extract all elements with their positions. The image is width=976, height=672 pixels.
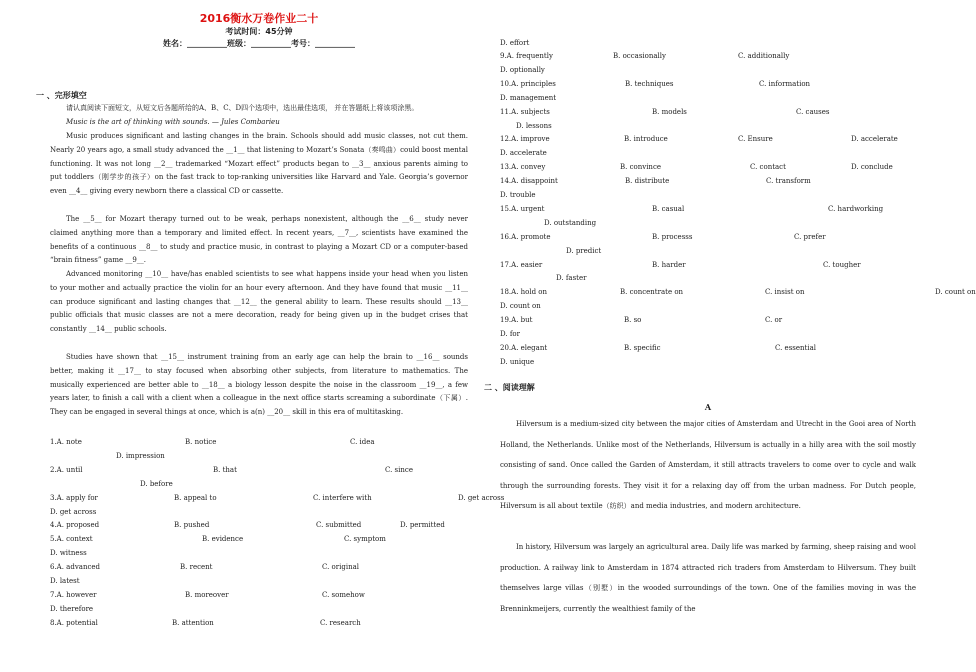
option-choice: B. distribute	[625, 177, 670, 186]
option-choice: C. prefer	[794, 232, 826, 241]
option-row	[500, 314, 918, 327]
option-choice: D. latest	[50, 577, 80, 585]
option-row	[500, 231, 918, 244]
option-choice: D. faster	[556, 274, 587, 283]
cloze-paragraph-4: Studies have shown that __15__ instrument training from an early age can help the brain to __16__ sounds better, making it __17__ to stay focused when absorbing other subjects, from literature to mathematics. The musically experienced are better able to __18__ a biology lesson despite the noise in the classroom __19__, a few years later, to finish a call with a client when a colleague in the next office starts screaming a subordinate（下属）. They can be engaged in several things at once, which is a(n) __20__ skill in this era of multitasking.	[50, 353, 468, 417]
option-row	[500, 175, 918, 188]
option-choice: 16.A. promote	[500, 232, 551, 241]
option-choice: C. transform	[766, 177, 811, 186]
option-choice: C. interfere with	[313, 493, 372, 502]
student-info-fields: 姓名：__________班级：__________考号：__________	[163, 39, 355, 48]
exam-time: 考试时间：45分钟	[225, 27, 293, 36]
option-choice: B. attention	[172, 618, 214, 627]
option-choice: C. hardworking	[828, 204, 884, 213]
option-row	[500, 203, 918, 216]
option-choice: D. witness	[50, 549, 87, 558]
option-row-wrap	[500, 272, 918, 285]
option-row-wrap	[50, 603, 468, 616]
option-row-8-continued: D. effort	[500, 39, 530, 47]
option-row-wrap	[50, 450, 468, 463]
option-row	[500, 286, 976, 299]
option-row-wrap	[500, 92, 918, 105]
option-row-wrap	[50, 547, 468, 560]
option-choice: 11.A. subjects	[500, 107, 550, 116]
passage-label: A	[704, 402, 712, 412]
option-choice: C. original	[322, 563, 359, 572]
cloze-paragraph-1: Music produces significant and lasting changes in the brain. Schools should add music classes, not cut them. Nearly 20 years ago, a small study advanced the __1__ that listening to Mozart’s Sonata（奏鸣曲）could boost mental functioning. It was not long __2__ trademarked “Mozart effect” products began to __3__ anxious parents aiming to put toddlers（刚学步的孩子）on the fast track to top-ranking universities like Harvard and Yale. Georgia’s governor even __4__ giving every newborn there a classical CD or cassette.	[50, 132, 468, 196]
option-choice: D. for	[500, 330, 520, 338]
option-row-wrap	[500, 217, 918, 230]
option-choice: D. trouble	[500, 191, 536, 199]
section-cloze-heading: 一 、完形填空	[36, 91, 87, 100]
cloze-instruction: 请认真阅读下面短文，从短文后各题所给的A、B、C、D四个选项中，选出最佳选项， 并在答题纸上将该项涂黑。	[66, 104, 419, 112]
option-row-wrap	[500, 328, 918, 341]
option-row	[50, 533, 468, 546]
cloze-epigraph: Music is the art of thinking with sounds. — Jules Combarieu	[66, 118, 280, 126]
option-choice: 2.A. until	[50, 465, 83, 474]
option-choice: C. tougher	[823, 260, 861, 269]
option-row	[500, 259, 918, 272]
option-choice: B. moreover	[185, 590, 229, 599]
option-choice: 18.A. hold on	[500, 288, 548, 297]
option-choice: B. recent	[180, 563, 213, 572]
option-choice: B. techniques	[625, 79, 674, 88]
option-choice: 5.A. context	[50, 535, 93, 544]
option-choice: C. or	[765, 316, 783, 325]
option-choice: 12.A. improve	[500, 135, 550, 144]
option-choice: B. appeal to	[174, 493, 217, 502]
reading-paragraph-1: Hilversum is a medium-sized city between the major cities of Amsterdam and Utrecht in the Gooi area of North Holland, the Netherlands. Unlike most of the Netherlands, Hilversum is actually in a hilly area with the soil mostly consisting of sand. Once called the Garden of Amsterdam, it still attracts travelers to come over to cycle and walk through the surrounding forests. They visit it for a relaxing day off from the urban madness. For Dutch people, Hilversum is all about textile（纺织）and media industries, and modern architecture.	[500, 420, 916, 511]
option-choice: 8.A. potential	[50, 618, 98, 627]
option-choice: D. impression	[116, 451, 165, 460]
option-choice: D. lessons	[516, 121, 552, 130]
option-row-wrap	[500, 120, 918, 133]
option-choice: D. before	[140, 479, 173, 488]
option-choice: D. predict	[566, 246, 602, 255]
option-choice: B. notice	[185, 438, 217, 446]
option-choice: B. evidence	[202, 535, 244, 544]
cloze-paragraph-2: The __5__ for Mozart therapy turned out to be weak, perhaps nonexistent, although the __6__ study never claimed anything more than a temporary and limited effect. In recent years, __7__, scientists have examined the benefits of a continuous __8__ to study and practice music, in contrast to playing a Mozart CD or a computer-based “brain fitness” game __9__.	[50, 215, 468, 265]
option-row	[50, 617, 468, 630]
option-choice: 13.A. convey	[500, 163, 546, 172]
option-row-wrap	[50, 575, 468, 588]
option-choice: B. concentrate on	[620, 288, 684, 297]
option-choice: D. get across	[50, 507, 97, 516]
option-choice: C. research	[320, 618, 361, 627]
option-choice: 17.A. easier	[500, 260, 543, 269]
option-row	[50, 589, 468, 602]
option-choice: B. models	[652, 107, 687, 116]
option-row	[500, 342, 918, 355]
option-choice: C. insist on	[765, 288, 805, 297]
option-choice: C. information	[759, 79, 811, 88]
option-row	[500, 133, 918, 146]
option-choice: B. pushed	[174, 521, 210, 530]
option-choice: B. so	[624, 316, 642, 325]
option-choice: 19.A. but	[500, 316, 533, 325]
option-row	[500, 78, 918, 91]
option-choice: 15.A. urgent	[500, 204, 545, 213]
option-choice: 10.A. principles	[500, 79, 556, 88]
option-choice: B. introduce	[624, 135, 668, 144]
option-choice: D. optionally	[500, 65, 545, 74]
option-choice: B. harder	[652, 260, 686, 269]
option-choice: C. contact	[750, 163, 786, 172]
option-choice: D. management	[500, 93, 557, 102]
option-row-wrap	[500, 356, 918, 369]
option-choice: D. accelerate	[851, 135, 898, 144]
option-choice: 20.A. elegant	[500, 343, 548, 352]
option-choice: B. convince	[620, 163, 662, 172]
option-choice: C. idea	[350, 438, 375, 446]
option-row-wrap	[500, 147, 918, 160]
option-row	[500, 106, 918, 119]
option-choice: C. somehow	[322, 590, 365, 599]
option-choice: D. count on	[500, 302, 541, 311]
option-choice: 7.A. however	[50, 590, 97, 599]
option-choice: D. count on	[935, 288, 976, 297]
option-row	[500, 50, 918, 63]
option-choice: B. casual	[652, 204, 685, 213]
option-choice: B. occasionally	[613, 52, 666, 60]
option-choice: D. unique	[500, 357, 535, 366]
cloze-paragraph-3: Advanced monitoring __10__ have/has enabled scientists to see what happens inside your head when you listen to your mother and actually practice the violin for an hour every afternoon. And they have found that music __11__ can produce significant and lasting changes that __12__ the general ability to learn. These results should __13__ public officials that music classes are not a mere decoration, ready for being given up in the budget crises that constantly __14__ public schools.	[50, 270, 468, 334]
option-choice: 1.A. note	[50, 438, 82, 446]
option-choice: C. since	[385, 465, 413, 474]
option-choice: 9.A. frequently	[500, 52, 553, 60]
option-choice: C. essential	[775, 343, 816, 352]
option-choice: B. processs	[652, 232, 693, 241]
option-row	[50, 561, 468, 574]
option-row-wrap	[500, 300, 918, 313]
option-choice: D. accelerate	[500, 149, 547, 158]
option-choice: 14.A. disappoint	[500, 177, 558, 186]
option-choice: C. symptom	[344, 535, 386, 544]
option-row-wrap	[500, 245, 918, 258]
option-row-wrap	[500, 189, 918, 202]
option-row	[50, 436, 468, 449]
option-row-wrap	[500, 64, 918, 77]
page-title: 2016衡水万卷作业二十	[199, 12, 319, 25]
option-row-wrap	[50, 478, 468, 491]
option-choice: D. outstanding	[544, 218, 597, 227]
option-row	[50, 492, 505, 505]
section-reading-heading: 二 、阅读理解	[484, 383, 535, 392]
option-choice: C. submitted	[316, 521, 362, 530]
reading-paragraph-2: In history, Hilversum was largely an agricultural area. Daily life was marked by farming, sheep raising and wool production. A railway link to Amsterdam in 1874 attracted rich traders from Amsterdam to Hilversum. They built themselves large villas（别墅）in the wooded surroundings of the town. One of the families moving in was the Brenninkmeijers, currently the wealthiest family of the	[500, 543, 916, 613]
option-choice: C. causes	[796, 107, 830, 116]
option-choice: B. specific	[624, 343, 661, 352]
option-choice: D. conclude	[851, 163, 893, 172]
option-row	[50, 464, 468, 477]
option-choice: 6.A. advanced	[50, 563, 101, 572]
option-choice: D. permitted	[400, 521, 445, 530]
option-choice: 4.A. proposed	[50, 521, 100, 530]
option-choice: C. Ensure	[738, 135, 773, 144]
option-choice: D. therefore	[50, 604, 94, 613]
option-row	[50, 519, 468, 532]
option-row	[500, 161, 918, 174]
option-choice: C. additionally	[738, 52, 790, 60]
option-choice: B. that	[213, 465, 237, 474]
option-choice: D. get across	[458, 493, 505, 502]
option-row-wrap	[50, 506, 468, 519]
option-choice: 3.A. apply for	[50, 493, 98, 502]
